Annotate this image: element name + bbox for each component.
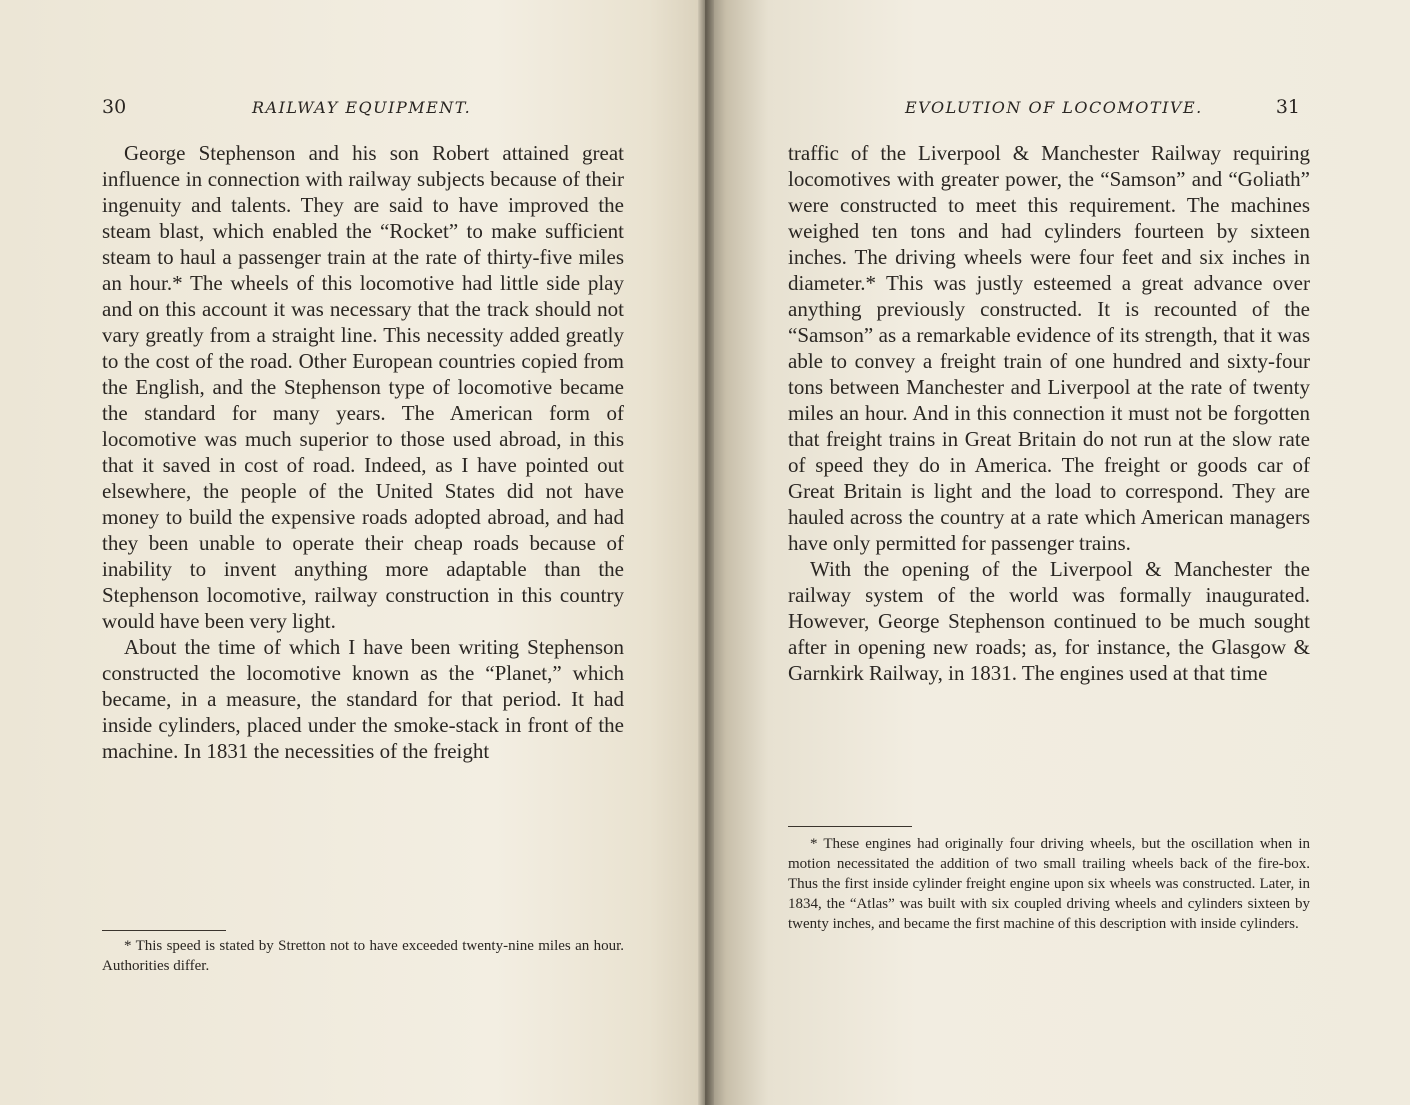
right-footnote (788, 834, 1310, 934)
paragraph: About the time of which I have been writing Stephenson constructed the locomotive known as the “Planet,” which became, in a measure, the standard for that period. It had inside cylinders, placed under the smoke-stack in front of the machine. In 1831 the necessities of the freight (102, 635, 624, 763)
footnote-rule (788, 826, 912, 827)
left-page-header (102, 96, 622, 120)
footnote-text: * This speed is stated by Stretton not to have exceeded twenty-nine miles an hour. Authorities differ. (102, 938, 624, 974)
running-head: RAILWAY EQUIPMENT. (252, 98, 472, 117)
paragraph: George Stephenson and his son Robert attained great influence in connection with railway subjects because of their ingenuity and talents. They are said to have improved the steam blast, which enabled the “Rocket” to make sufficient steam to haul a passenger train at the rate of thirty-five miles an hour.* The wheels of this locomotive had little side play and on this account it was necessary that the track should not vary greatly from a straight line. This necessity added greatly to the cost of the road. Other European countries copied from the English, and the Stephenson type of locomotive became the standard for many years. The American form of locomotive was much superior to those used abroad, in this that it saved in cost of road. Indeed, as I have pointed out elsewhere, the people of the United States did not have money to build the expensive roads adopted abroad, and had they been unable to operate their cheap roads because of inability to invent anything more adaptable than the Stephenson locomotive, railway construction in this country would have been very light. (102, 141, 624, 633)
paragraph: traffic of the Liverpool & Manchester Railway requiring locomotives with greater power, the “Samson” and “Goliath” were constructed to meet this requirement. The machines weighed ten tons and had cylinders fourteen by sixteen inches. The driving wheels were four feet and six inches in diameter.* This was justly esteemed a great advance over anything previously constructed. It is recounted of the “Samson” as a remarkable evidence of its strength, that it was able to convey a freight train of one hundred and sixty-four tons between Manchester and Liverpool at the rate of twenty miles an hour. And in this connection it must not be forgotten that freight trains in Great Britain do not run at the slow rate of speed they do in America. The freight or goods car of Great Britain is light and the load to correspond. They are hauled across the country at a rate which American managers have only permitted for passenger trains. (788, 141, 1310, 555)
footnote-text: * These engines had originally four driving wheels, but the oscillation when in motion necessitated the addition of two small trailing wheels back of the fire-box. Thus the first inside cylinder freight engine upon six wheels was constructed. Later, in 1834, the “Atlas” was built with six coupled driving wheels and cylinders sixteen by twenty inches, and became the first machine of this description with inside cylinders. (788, 836, 1310, 932)
page-number: 30 (102, 96, 127, 118)
left-footnote (102, 936, 624, 976)
book-gutter (698, 0, 714, 1105)
right-page-body (788, 140, 1310, 686)
page-number: 31 (1275, 96, 1300, 118)
footnote-rule (102, 930, 226, 931)
left-page-body (102, 140, 624, 764)
right-page (705, 0, 1410, 1105)
paragraph: With the opening of the Liverpool & Manchester the railway system of the world was formally inaugurated. However, George Stephenson continued to be much sought after in opening new roads; as, for instance, the Glasgow & Garnkirk Railway, in 1831. The engines used at that time (788, 557, 1310, 685)
right-page-header (905, 96, 1300, 120)
running-head: EVOLUTION OF LOCOMOTIVE. (905, 98, 1203, 117)
